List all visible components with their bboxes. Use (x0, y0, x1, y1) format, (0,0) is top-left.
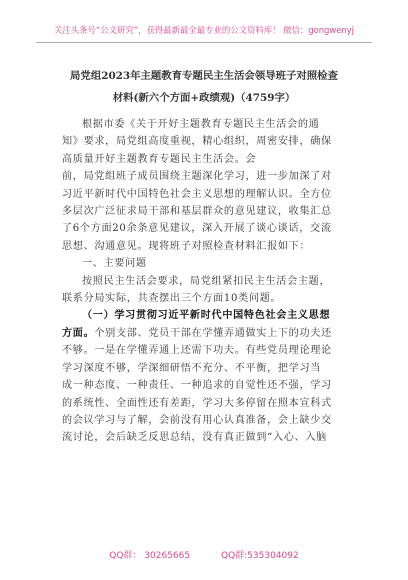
paragraph-line: 知》要求，局党组高度重视，精心组织，周密安排，确保 (62, 136, 332, 148)
paragraph-line: 按照民主生活会要求，局党组紧扣民主生活会主题， (82, 275, 331, 287)
paragraph-line: 的系统性、全面性还有差距，学习大多停留在照本宣科式 (62, 397, 332, 409)
header-divider (36, 42, 372, 43)
paragraph-line: 高质量开好主题教育专题民主生活会。会 (62, 153, 257, 165)
paragraph-line: 根据市委《关于开好主题教育专题民主生活会的通 (82, 119, 320, 130)
paragraph-line: 学习深度不够，学深细研悟不充分、不平衡，把学习当 (62, 362, 322, 374)
footer-qq-group-2: QQ群:535304092 (220, 551, 299, 561)
footer (0, 548, 408, 561)
paragraph-line: 了6个方面20余条意见建议，深入开展了谈心谈话，交流 (62, 223, 332, 235)
paragraph-line: 不够。一是在学懂弄通上还需下功夫。有些党员理论理论 (62, 345, 332, 357)
document-title-line-1: 局党组2023年主题教育专题民主生活会领导班子对照检查 (70, 70, 338, 82)
paragraph-line: 习近平新时代中国特色社会主义思想的理解认识。全方位 (62, 188, 332, 200)
paragraph-line: 多层次广泛征求局干部和基层群众的意见建议，收集汇总 (62, 206, 332, 218)
subsection-heading: （一）学习贯彻习近平新时代中国特色社会主义思想 (82, 310, 331, 322)
paragraph-line: 的会议学习与了解，会前没有用心认真准备，会上缺少交 (62, 414, 332, 426)
document-title-line-2: 材料(新六个方面+政绩观)（4759字） (112, 92, 296, 104)
paragraph-line: 思想、沟通意见。现将班子对照检查材料汇报如下： (62, 240, 311, 252)
paragraph-line: 流讨论，会后缺乏反思总结，没有真正做到“入心、入脑 (62, 432, 327, 444)
paragraph-line: 前，局党组班子成员围绕主题深化学习，进一步加深了对 (62, 171, 332, 183)
paragraph-line-rest: 个别支部、党员干部在学懂弄通做实上下的功夫还 (94, 327, 332, 339)
subsection-heading-tail: 方面。 (62, 327, 95, 339)
section-heading: 一、主要问题 (82, 258, 147, 270)
header-banner: 关注头条号“公文研究”，获得最新最全最专业的公文资料库！ 微信：gongwenyj (54, 25, 354, 35)
paragraph-line: 成一种态度、一种责任、一种追求的自觉性还不强，学习 (62, 380, 332, 392)
footer-qq-group-1: QQ群： 30265665 (109, 551, 191, 561)
body-block (62, 116, 362, 447)
paragraph-line: 联系分局实际，共查摆出三个方面10类问题。 (62, 293, 282, 305)
paragraph-line (62, 325, 362, 342)
